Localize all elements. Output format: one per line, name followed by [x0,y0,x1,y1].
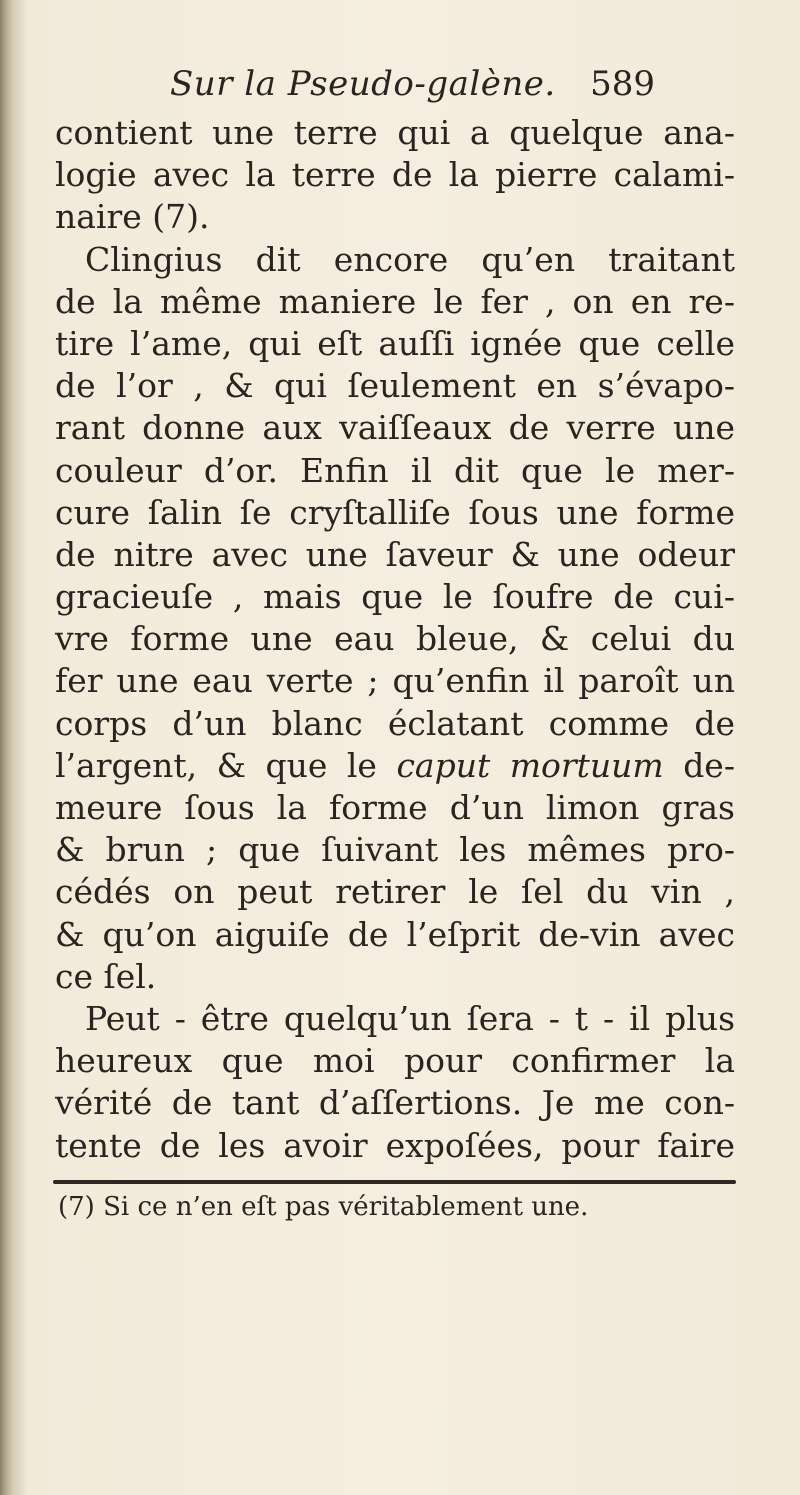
body-text [55,112,735,1167]
text-line: vérité de tant d’aſſertions. Je me con- [55,1083,735,1123]
text-line: de l’or , & qui ſeulement en s’évapo- [55,366,735,406]
text-line: de nitre avec une ſaveur & une odeur [55,534,735,574]
text-line [55,745,735,787]
text-line: tente de les avoir expoſées, pour faire [55,1125,735,1165]
text-line: tire l’ame, qui eſt auſſi ignée que celle [55,323,735,363]
text-line: contient une terre qui a quelque ana- [55,113,735,152]
page-header [60,64,760,114]
page-number: 589 [590,64,655,104]
text-line: cédés on peut retirer le ſel du vin , [55,872,735,912]
text-line: logie avec la terre de la pierre calami- [55,155,735,195]
caput-mortuum-italic: caput mortuum [396,745,664,785]
text-run: de- [683,745,735,785]
page-gutter-shadow [0,0,28,1495]
text-line: & qu’on aiguiſe de l’eſprit de-vin avec [55,914,735,954]
text-line: Clingius dit encore qu’en traitant [85,239,735,279]
footnote-rule [53,1180,736,1184]
text-line: couleur d’or. Enfin il dit que le mer- [55,450,735,490]
text-run: l’argent, & que le [55,745,377,785]
text-line: vre forme une eau bleue, & celui du [55,619,735,659]
text-line: Peut - être quelqu’un ſera - t - il plus [85,998,735,1038]
text-line: meure ſous la forme d’un limon gras [55,788,735,827]
text-line: corps d’un blanc éclatant comme de [55,703,735,743]
footnote: (7) Si ce n’en eſt pas véritablement une. [58,1192,589,1222]
text-line: naire (7). [55,197,210,237]
text-line: fer une eau verte ; qu’enfin il paroît un [55,661,735,701]
text-line: rant donne aux vaiſſeaux de verre une [55,408,735,448]
text-line: ce ſel. [55,956,157,996]
text-line: & brun ; que ſuivant les mêmes pro- [55,830,735,870]
text-line: heureux que moi pour confirmer la [55,1041,735,1081]
text-line: de la même maniere le fer , on en re- [55,281,735,321]
text-line: gracieuſe , mais que le ſoufre de cui- [55,577,735,617]
text-line: cure ſalin ſe cryſtalliſe ſous une forme [55,492,735,532]
running-title: Sur la Pseudo-galène. [170,64,556,104]
